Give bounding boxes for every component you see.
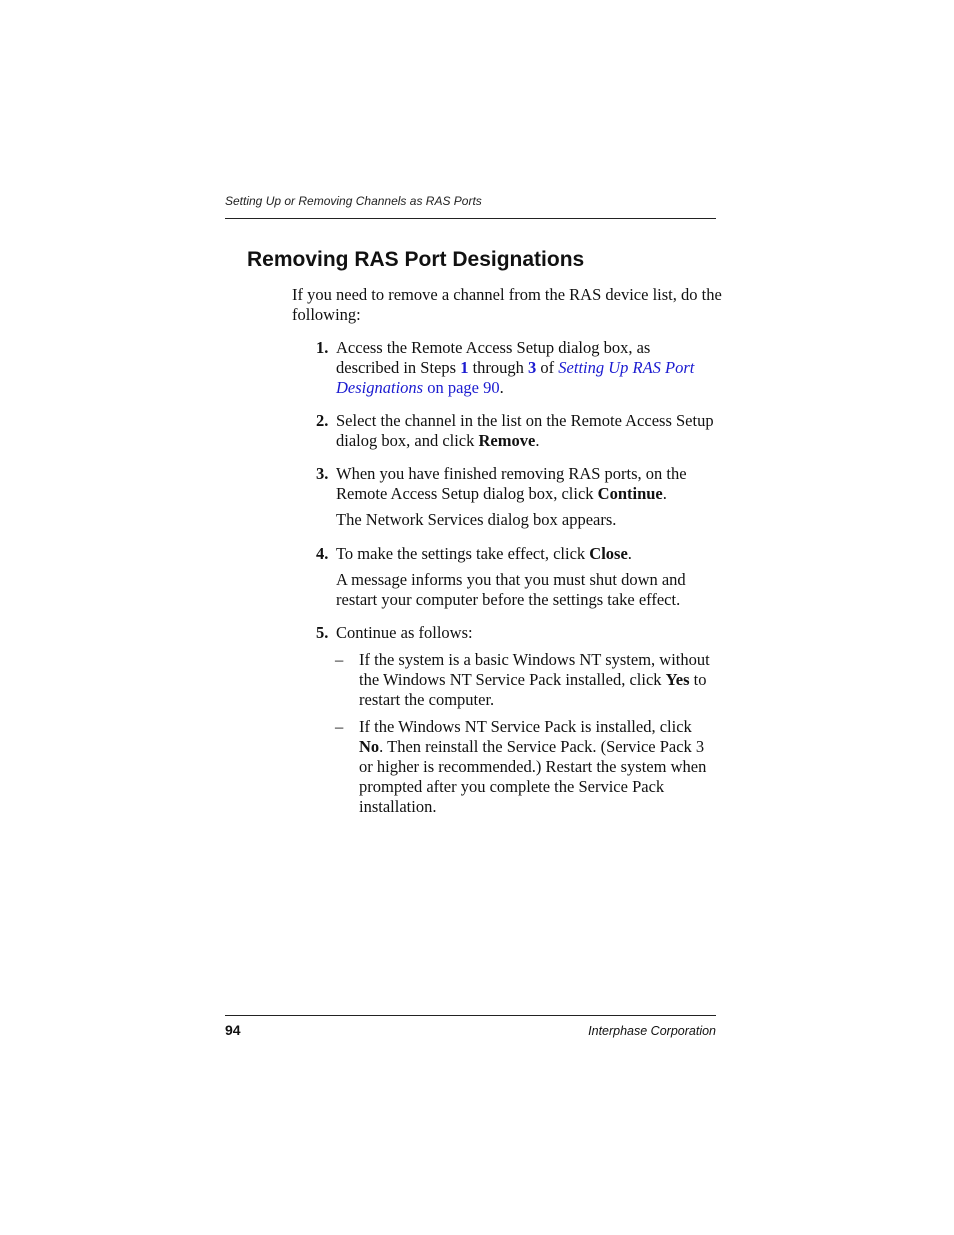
sub-item-body: If the system is a basic Windows NT system, without the Windows NT Service Pack installed, click Yes to restart the computer. xyxy=(359,650,710,709)
sub-item-1 xyxy=(335,650,715,710)
section-title: Removing RAS Port Designations xyxy=(247,248,585,271)
sub-item-body: If the Windows NT Service Pack is installed, click No. Then reinstall the Service Pack. (Service Pack 3 or higher is recommended.) Restart the system when prompted after you complete the Service Pack installation. xyxy=(359,717,707,816)
step-link-3[interactable]: 3 xyxy=(528,358,537,377)
step-2 xyxy=(316,411,716,451)
step-4 xyxy=(316,544,716,610)
step-body: To make the settings take effect, click Close. xyxy=(336,544,632,563)
step-number: 2. xyxy=(316,411,329,430)
dash-bullet: – xyxy=(335,650,344,669)
step-3 xyxy=(316,464,716,530)
page-footer xyxy=(225,1015,716,1038)
cross-reference-link[interactable]: Setting Up RAS Port Designations xyxy=(336,358,695,397)
running-header xyxy=(225,192,716,219)
intro-paragraph: If you need to remove a channel from the RAS device list, do the following: xyxy=(292,285,722,324)
ui-term-no: No xyxy=(359,737,380,756)
step-number: 5. xyxy=(316,623,329,642)
company-name: Interphase Corporation xyxy=(588,1024,716,1038)
step-note: The Network Services dialog box appears. xyxy=(336,510,617,529)
step-body: Select the channel in the list on the Remote Access Setup dialog box, and click Remove. xyxy=(336,411,714,450)
step-note: A message informs you that you must shut down and restart your computer before the settings take effect. xyxy=(336,570,686,609)
step-body: Continue as follows: xyxy=(336,623,473,642)
step-body: When you have finished removing RAS ports, on the Remote Access Setup dialog box, click Continue. xyxy=(336,464,687,503)
step-link-1[interactable]: 1 xyxy=(460,358,469,377)
ui-term-continue: Continue xyxy=(597,484,663,503)
step-number: 3. xyxy=(316,464,329,483)
sub-item-2 xyxy=(335,717,715,817)
step-1 xyxy=(316,338,716,398)
page-reference-link[interactable]: on page 90 xyxy=(423,378,500,397)
ui-term-remove: Remove xyxy=(478,431,536,450)
ui-term-close: Close xyxy=(589,544,628,563)
step-number: 1. xyxy=(316,338,329,357)
header-text: Setting Up or Removing Channels as RAS Ports xyxy=(225,194,482,208)
step-body: Access the Remote Access Setup dialog box, as described in Steps 1 through 3 of Setting Up RAS Port Designations on page 90. xyxy=(336,338,695,397)
step-number: 4. xyxy=(316,544,329,563)
step-5 xyxy=(316,623,716,643)
ui-term-yes: Yes xyxy=(665,670,690,689)
dash-bullet: – xyxy=(335,717,344,736)
page-number: 94 xyxy=(225,1022,241,1038)
